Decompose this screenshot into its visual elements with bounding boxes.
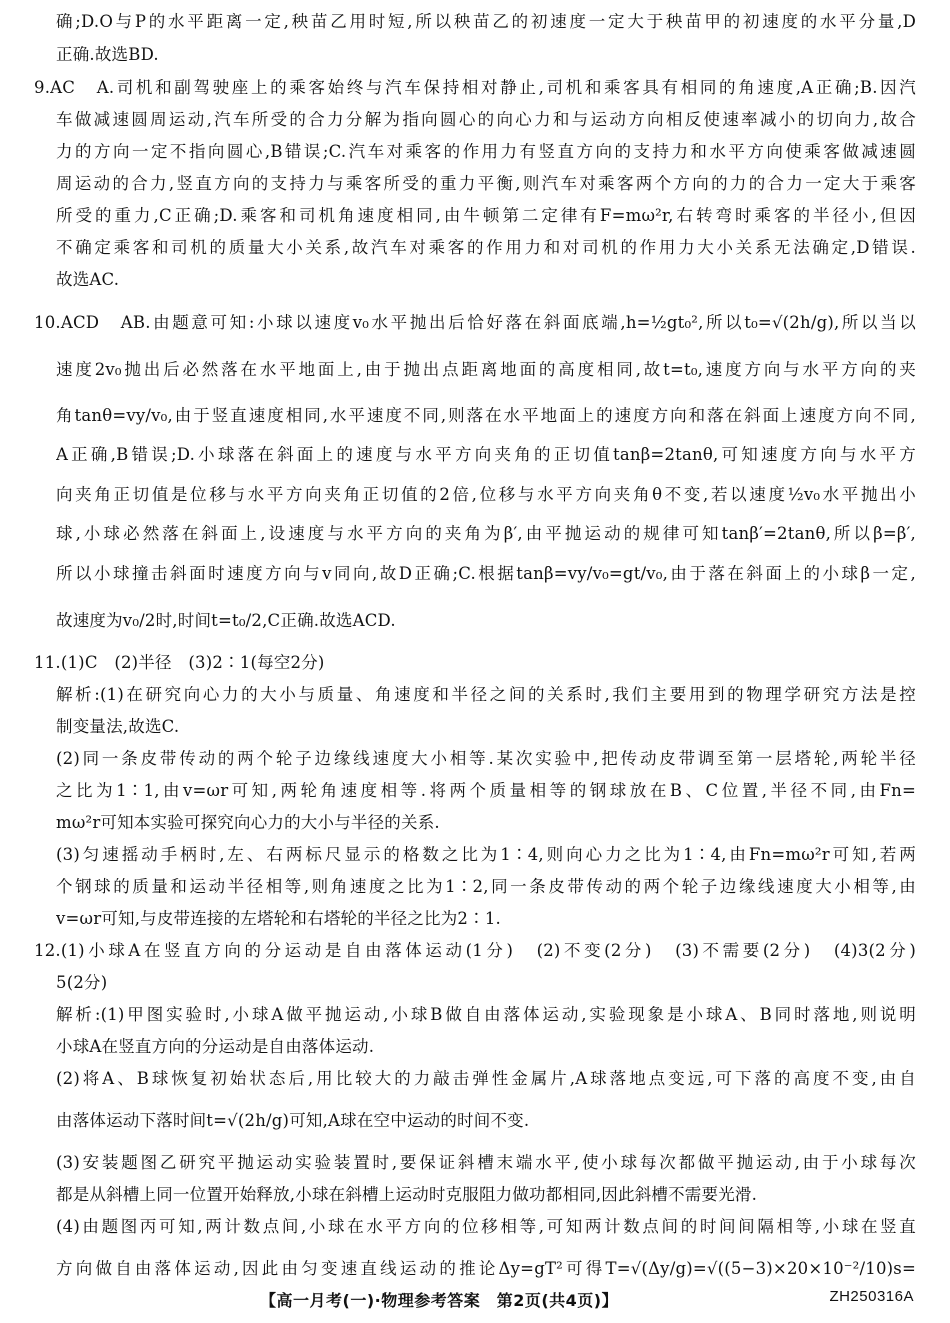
text-line: 周运动的合力,竖直方向的支持力与乘客所受的重力平衡,则汽车对乘客两个方向的力的合力一定大于乘客 [56, 174, 916, 193]
answer-10-heading: 10.ACD AB.由题意可知:小球以速度v₀水平抛出后恰好落在斜面底端,h=½gt₀²,所以t₀=√(2h/g),所以当以 [34, 313, 916, 332]
text-line: (3)安装题图乙研究平抛运动实验装置时,要保证斜槽末端水平,使小球每次都做平抛运动,由于小球每次 [56, 1153, 916, 1172]
text-line: 所受的重力,C正确;D.乘客和司机角速度相同,由牛顿第二定律有F=mω²r,右转弯时乘客的半径小,但因 [56, 206, 916, 225]
text-line: v=ωr可知,与皮带连接的左塔轮和右塔轮的半径之比为2∶1. [56, 909, 501, 928]
text-line: 速度2v₀抛出后必然落在水平地面上,由于抛出点距离地面的高度相同,故t=t₀,速度方向与水平方向的夹 [56, 360, 916, 379]
text-line: 个钢球的质量和运动半径相等,则角速度之比为1∶2,同一条皮带传动的两个轮子边缘线速度大小相等,由 [56, 877, 916, 896]
text-line: (4)由题图丙可知,两计数点间,小球在水平方向的位移相等,可知两计数点间的时间间隔相等,小球在竖直 [56, 1217, 916, 1236]
text-line: 故速度为v₀/2时,时间t=t₀/2,C正确.故选ACD. [56, 611, 396, 630]
page-footer-title: 【高一月考(一)·物理参考答案 第2页(共4页)】 [260, 1291, 619, 1310]
text-line: 方向做自由落体运动,因此由匀变速直线运动的推论Δy=gT²可得T=√(Δy/g)=√((5−3)×20×10⁻²/10)s= [56, 1259, 916, 1278]
answer-11-heading: 11.(1)C (2)半径 (3)2∶1(每空2分) [34, 653, 325, 672]
text-line: 角tanθ=vy/v₀,由于竖直速度相同,水平速度不同,则落在水平地面上的速度方向和落在斜面上速度方向不同, [56, 406, 916, 425]
text-line: 故选AC. [56, 270, 120, 289]
text-line: 所以小球撞击斜面时速度方向与v同向,故D正确;C.根据tanβ=vy/v₀=gt/v₀,由于落在斜面上的小球β一定, [56, 564, 916, 583]
text-line: A正确,B错误;D.小球落在斜面上的速度与水平方向夹角的正切值tanβ=2tanθ,可知速度方向与水平方 [56, 445, 916, 464]
text-line: 5(2分) [56, 973, 108, 992]
text-line: 向夹角正切值是位移与水平方向夹角正切值的2倍,位移与水平方向夹角θ不变,若以速度½v₀水平抛出小 [56, 485, 916, 504]
text-line: (2)同一条皮带传动的两个轮子边缘线速度大小相等.某次实验中,把传动皮带调至第一层塔轮,两轮半径 [56, 749, 916, 768]
answer-9-heading: 9.AC A.司机和副驾驶座上的乘客始终与汽车保持相对静止,司机和乘客具有相同的角速度,A正确;B.因汽 [34, 78, 916, 97]
text-line: 正确.故选BD. [56, 45, 159, 64]
text-line: 解析:(1)甲图实验时,小球A做平抛运动,小球B做自由落体运动,实验现象是小球A、B同时落地,则说明 [56, 1005, 916, 1024]
answer-12-heading: 12.(1)小球A在竖直方向的分运动是自由落体运动(1分) (2)不变(2分) (3)不需要(2分) (4)3(2分) [34, 941, 916, 960]
text-line: 解析:(1)在研究向心力的大小与质量、角速度和半径之间的关系时,我们主要用到的物理学研究方法是控 [56, 685, 916, 704]
text-line: 球,小球必然落在斜面上,设速度与水平方向的夹角为β′,由平抛运动的规律可知tanβ′=2tanθ,所以β=β′, [56, 524, 916, 543]
text-line: 都是从斜槽上同一位置开始释放,小球在斜槽上运动时克服阻力做功都相同,因此斜槽不需要光滑. [56, 1185, 758, 1204]
text-line: mω²r可知本实验可探究向心力的大小与半径的关系. [56, 813, 440, 832]
text-line: 之比为1∶1,由v=ωr可知,两轮角速度相等.将两个质量相等的钢球放在B、C位置,半径不同,由Fn= [56, 781, 916, 800]
text-line: (2)将A、B球恢复初始状态后,用比较大的力敲击弹性金属片,A球落地点变远,可下落的高度不变,由自 [56, 1069, 916, 1088]
text-line: 小球A在竖直方向的分运动是自由落体运动. [56, 1037, 375, 1056]
text-line: 确;D.O与P的水平距离一定,秧苗乙用时短,所以秧苗乙的初速度一定大于秧苗甲的初速度的水平分量,D [56, 12, 916, 31]
text-line: 不确定乘客和司机的质量大小关系,故汽车对乘客的作用力和对司机的作用力大小关系无法确定,D错误. [56, 238, 916, 257]
document-code: ZH250316A [829, 1288, 914, 1305]
text-line: 制变量法,故选C. [56, 717, 180, 736]
text-line: 力的方向一定不指向圆心,B错误;C.汽车对乘客的作用力有竖直方向的支持力和水平方向使乘客做减速圆 [56, 142, 916, 161]
text-line: 车做减速圆周运动,汽车所受的合力分解为指向圆心的向心力和与运动方向相反使速率减小的切向力,故合 [56, 110, 916, 129]
text-line: 由落体运动下落时间t=√(2h/g)可知,A球在空中运动的时间不变. [56, 1111, 530, 1130]
text-line: (3)匀速摇动手柄时,左、右两标尺显示的格数之比为1∶4,则向心力之比为1∶4,由Fn=mω²r可知,若两 [56, 845, 916, 864]
